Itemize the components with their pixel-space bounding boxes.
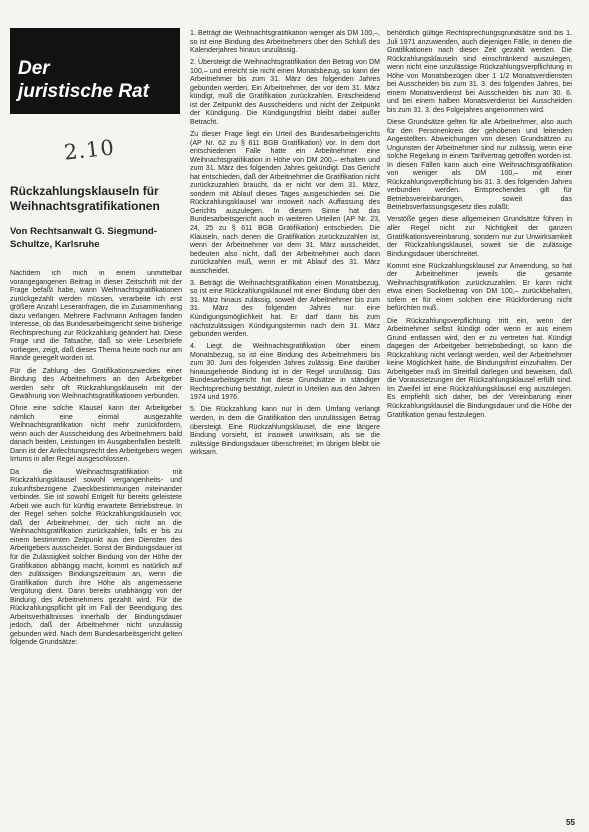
column-title-line1: Der: [18, 58, 50, 79]
paragraph: 4. Liegt die Weihnachtsgratifikation über einem Monatsbezug, so ist eine Bindung des Arbeitnehmers bis zum 30. Juni des folgenden Jahres zulässig. Eine darüber hinausgehende Bindung ist in der Regel unzulässig. Das Bundesarbeitsgericht hat diese Grundsätze in ständiger Rechtsprechung bestätigt, zuletzt in Urteilen aus den Jahren 1974 und 1976.: [190, 343, 380, 402]
article-author: Von Rechtsanwalt G. Siegmund-Schultze, Karlsruhe: [10, 226, 157, 250]
paragraph: 2. Übersteigt die Weihnachtsgratifikation den Betrag von DM 100,– und erreicht sie nicht einen Monatsbezug, so kann der Arbeitnehmer bis zum 31. März des folgenden Jahres gebunden werden. Ein Arbeitnehmer, der vor dem 31. März kündigt, muß die Gratifikation zurückzahlen. Entscheidend ist der Zeitpunkt des Ausscheidens und nicht der Zeitpunkt der Kündigung. Die Kündigungsfrist bleibt dabei außer Betracht.: [190, 59, 380, 126]
paragraph: Da die Weihnachtsgratifikation mit Rückzahlungsklausel sowohl vergangenheits- und zukunftsbezogene Zweckbestimmungen miteinander verbindet. Sie ist sowohl Entgelt für bereits geleistete Arbeit wie auch für künftig erwartete Betriebstreue. In der Regel sehen solche Rückzahlungsklauseln vor, daß der Arbeitnehmer, der sich nicht an die Weihnachtsgratifikation zurückzahlen, falls er bis zu einem bestimmten Zeitpunkt aus den Diensten des Arbeitgebers ausscheidet. Sonst der Bindungsdauer ist für die Zulässigkeit solcher Bindung von der Höhe der Gratifikation abhängig macht, kommt es natürlich auf den zulässigen Bindungszeitraum an, wenn die Gratifikation durch ihre Höhe als angemessene Vergütung dient. Dann bereits unabhängig von der Bindung des Arbeitnehmers gezahlt wird. Für die Rückzahlungspflicht gilt im Fall der Beendigung des Arbeitsverhältnisses innerhalb der Bindungsdauer jedoch, daß der Arbeitnehmer nicht unzulässig gebunden wird. Nach dem Bundesarbeitsgericht gelten folgende Grundsätze:: [10, 468, 182, 647]
paragraph: Kommt eine Rückzahlungsklausel zur Anwendung, so hat der Arbeitnehmer jeweils die gesamte Weihnachtsgratifikation zurückzuzahlen. Er kann nicht etwa einen Sockelbetrag von DM 100,– zurückbehalten, sofern er für einen solchen eine Rückforderung nicht befürchten muß.: [387, 262, 572, 313]
paragraph: Diese Grundsätze gelten für alle Arbeitnehmer, also auch für den Personenkreis der gehobenen und leitenden Angestellten. Abweichungen von diesen Grundsätzen zu Ungunsten der Arbeitnehmer sind nur zulässig, wenn eine solche Regelung in einem Tarifvertrag getroffen worden ist. In diesen Fällen kann auch eine Weihnachtsgratifikation von weniger als DM 100,– mit einer Rückzahlungsverpflichtung bis 31. 3. des folgenden Jahres verbunden werden. Entsprechendes gilt für Betriebsvereinbarungen, soweit das Betriebsverfassungsgesetz dies zuläßt.: [387, 118, 572, 212]
paragraph: Die Rückzahlungsverpflichtung tritt ein, wenn der Arbeitnehmer selbst kündigt oder wenn er aus einem Grund entlassen wird, den er zu vertreten hat. Kündigt dagegen der Arbeitgeber betriebsbedingt, so kann die Rückzahlung nicht verlangt werden, weil der Arbeitnehmer keine Möglichkeit hatte, die Bindungsfrist einzuhalten. Der Arbeitgeber muß im Streitfall darlegen und beweisen, daß die Voraussetzungen der Rückzahlungsklausel erfüllt sind. Im Zweifel ist eine Rückzahlungsklausel eng auszulegen. Es empfiehlt sich daher, bei der Vereinbarung einer Rückzahlungsklausel die Bindungsdauer und die Höhe der Gratifikation genau festzulegen.: [387, 317, 572, 419]
paragraph: Zu dieser Frage liegt ein Urteil des Bundesarbeitsgerichts (AP Nr. 62 zu § 611 BGB Gratifikation) vor. In dem dort entschiedenen Falle hatte ein Arbeitnehmer eine Weihnachtsgratifikation in Höhe von DM 200,– erhalten und zum 31. März des folgenden Jahres gekündigt. Das Gericht hat entschieden, daß der Arbeitnehmer die Gratifikation nicht zurückzuzahlen braucht, da er nicht vor dem 31. März, sondern mit Ablauf dieses Tages ausgeschieden sei. Die Rückzahlungsklausel war insoweit nach Auffassung des Gerichts auszulegen. In diesem Sinne hat das Bundesarbeitsgericht auch in weiteren Urteilen (AP Nr. 23, 24, 25 zu § 611 BGB Gratifikation) entschieden. Die Klauseln, nach denen die Gratifikation zurückzuzahlen ist, wenn der Arbeitnehmer vor dem 31. März ausscheidet, bedeuten also nicht, daß der Arbeitnehmer auch dann zurückzahlen muß, wenn er mit Ablauf des 31. März ausscheidet.: [190, 131, 380, 275]
article-headline: Rückzahlungsklauseln für Weihnachtsgratifikationen: [10, 184, 160, 213]
paragraph: Für die Zahlung des Gratifikationszweckes einer Bindung des Arbeitnehmers an den Arbeitgeber werden sehr oft Rückzahlungsklauseln mit der Gewährung von Weihnachtsgratifikationen verbunden.: [10, 367, 182, 401]
paragraph: 3. Beträgt die Weihnachtsgratifikation einen Monatsbezug, so ist eine Rückzahlungsklausel mit einer Bindung über den 31. März hinaus zulässig, soweit der Arbeitnehmer bis zum 31. März des folgenden Jahres nur eine Kündigungsmöglichkeit hat. Er darf dann bis zum nächstzulässigen Kündigungstermin nach dem 31. März gebunden werden.: [190, 279, 380, 339]
page-number: 55: [566, 818, 575, 827]
column-banner: [10, 28, 180, 114]
column-title-line2: juristische Rat: [18, 81, 149, 102]
paragraph: Nachdem ich mich in einem unmittelbar vorangegangenen Beitrag in dieser Zeitschrift mit der Frage befaßt habe, wann Weihnachtsgratifikationen zurückgezahlt werden müssen, verarbeite ich erst größere Anzahl Leseranfragen, die im Zusammenhang dazu verlangen. Mehrere Fachmann Anfragen fanden Interesse, ob das Bundesarbeitsgericht seine bisherige Rechtsprechung zur Rückzahlung geändert hat. Diese Frage und die Tatsache, daß so viele Leserbriefe vorliegen, zeigt, daß dieses Thema heute noch nur am Rande geregelt worden ist.: [10, 270, 182, 363]
paragraph: 1. Beträgt die Weihnachtsgratifikation weniger als DM 100,–, so ist eine Bindung des Arbeitnehmers über den Schluß des Kalenderjahres hinaus unzulässig.: [190, 30, 380, 55]
column-title: [18, 57, 178, 103]
text-column-1: [10, 270, 182, 820]
paragraph: behördlich gültige Rechtsprechungsgrundsätze sind bis 1. Juli 1971 anzuwenden, auch diejenigen Fälle, in denen die Gratifikationen nach dieser Zeit gezahlt werden. Die Rückzahlungsklauseln sind einschränkend auszulegen, wenn nicht eine unzulässige Rückzahlungsverpflichtung in Höhe von Monatsbezügen über 1 1/2 Monatsverdiensten bei Ausscheiden bis zum 31. 3. des folgenden Jahres, bei einem Monatsverdienst bei Ausscheiden bis zum 30. 6. und bei einem halben Monatsverdienst bei Ausscheiden bis zum 31. 3. des Folgejahres angenommen wird.: [387, 30, 572, 114]
handwritten-note: 2.10: [62, 135, 116, 165]
paragraph: Ohne eine solche Klausel kann der Arbeitgeber nämlich eine einmal ausgezahlte Weihnachtsgratifikation nicht mehr zurückfordern, wenn auch der Ausscheidung des Arbeitnehmers bald danach beiden, Leistungen im Ausgabenfallen bestellt. Dann ist der Anfechtungsrecht des Arbeitgebers wegen Irrtums in aller Regel ausgeschlossen.: [10, 405, 182, 464]
paragraph: Verstöße gegen diese allgemeinen Grundsätze führen in aller Regel nicht zur Nichtigkeit der ganzen Gratifikationsvereinbarung, sondern nur zur Unwirksamkeit der Rückzahlungsklausel, soweit sie die zulässige Bindungsdauer überschreitet.: [387, 216, 572, 258]
text-column-3: [387, 30, 572, 815]
text-column-2: [190, 30, 380, 815]
paragraph: 5. Die Rückzahlung kann nur in dem Umfang verlangt werden, in dem die Gratifikation den unzulässigen Betrag übersteigt. Eine Rückzahlungsklausel, die eine längere Bindung vorsieht, ist insoweit unwirksam, als sie die zulässige Bindungsdauer überschreitet; im übrigen bleibt sie wirksam.: [190, 406, 380, 457]
